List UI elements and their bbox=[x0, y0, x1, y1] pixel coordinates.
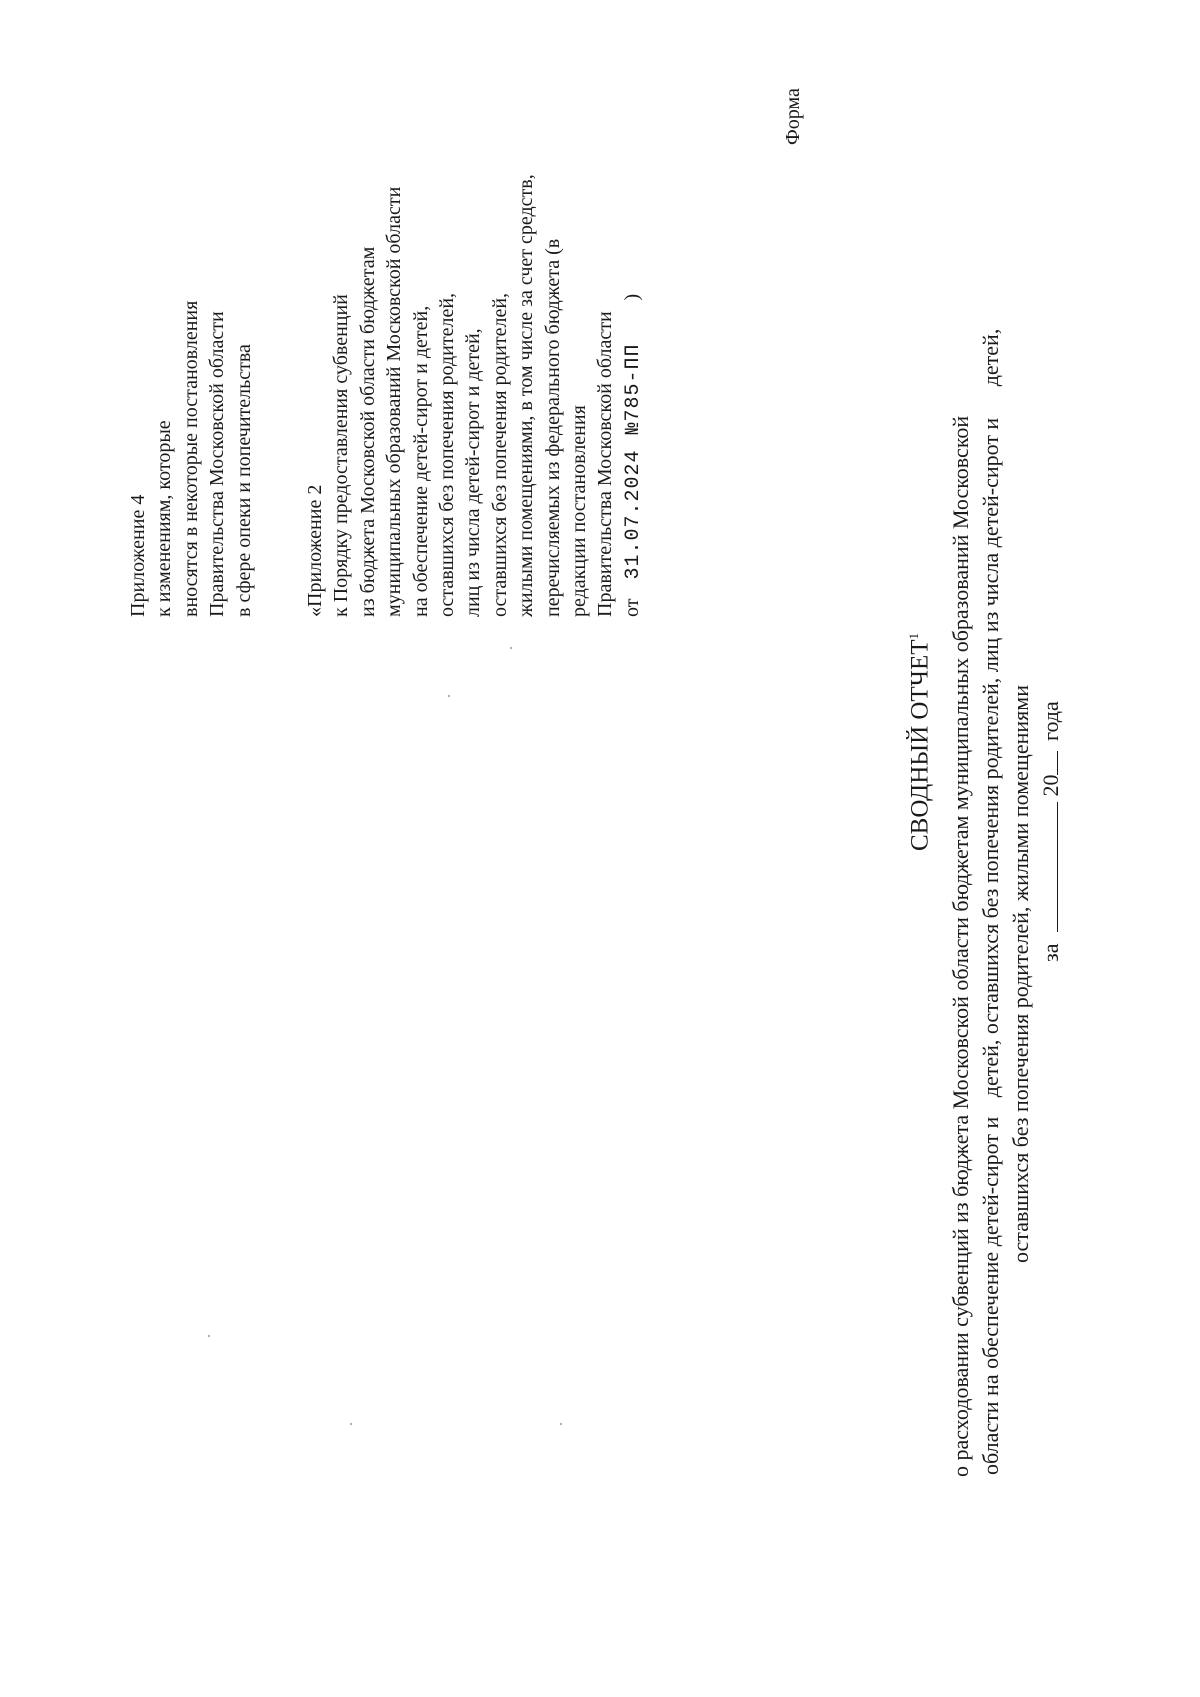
appendix-2-line: оставшихся без попечения родителей, bbox=[488, 292, 511, 617]
report-period bbox=[1038, 701, 1064, 962]
report-title-text: СВОДНЫЙ ОТЧЕТ bbox=[906, 639, 934, 851]
period-suffix: года bbox=[1038, 701, 1063, 742]
year-blank-field bbox=[1039, 751, 1058, 775]
report-subtitle-line-1: о расходовании субвенций из бюджета Московской области бюджетам муниципальных образований Московской bbox=[948, 415, 973, 1477]
appendix-2-line: жилыми помещениями, в том числе за счет средств, bbox=[515, 174, 538, 617]
report-subtitle-part: детей, bbox=[978, 328, 1003, 387]
report-subtitle-part: области на обеспечение детей-сирот и bbox=[978, 1116, 1003, 1475]
scan-speck bbox=[560, 1423, 562, 1425]
report-subtitle-line-3: оставшихся без попечения родителей, жилыми помещениями bbox=[1008, 685, 1033, 1263]
appendix-2-line: муниципальных образований Московской области bbox=[383, 186, 406, 617]
date-prefix: от bbox=[620, 598, 643, 617]
appendix-4-line: Правительства Московской области bbox=[206, 311, 229, 617]
appendix-4-line: вносятся в некоторые постановления bbox=[179, 300, 202, 617]
period-blank-field bbox=[1039, 802, 1058, 932]
appendix-2-line: лиц из числа детей-сирот и детей, bbox=[462, 328, 485, 617]
scan-speck bbox=[510, 647, 512, 649]
scan-speck bbox=[208, 1335, 210, 1337]
period-prefix: за bbox=[1038, 943, 1063, 962]
form-label: Форма bbox=[782, 88, 804, 145]
appendix-2-line: перечисляемых из федерального бюджета (в bbox=[541, 238, 564, 617]
resolution-date: 31.07.2024 bbox=[621, 449, 645, 580]
report-subtitle-line-2 bbox=[978, 329, 1004, 1475]
report-subtitle-part: детей, оставшихся без попечения родителей, лиц из числа детей-сирот и bbox=[978, 417, 1003, 1098]
appendix-4-line: в сфере опеки и попечительства bbox=[232, 344, 255, 617]
appendix-2-line: к Порядку предоставления субвенций bbox=[330, 294, 353, 617]
resolution-number: №785-ПП bbox=[621, 343, 645, 435]
appendix-2-line: оставшихся без попечения родителей, bbox=[436, 292, 459, 617]
appendix-2-line: из бюджета Московской области бюджетам bbox=[356, 246, 379, 617]
appendix-4-line: к изменениям, которые bbox=[153, 420, 176, 617]
scan-speck bbox=[350, 1423, 352, 1425]
period-year: 20 bbox=[1038, 774, 1063, 797]
resolution-date-line bbox=[619, 174, 647, 617]
appendix-2-line: на обеспечение детей-сирот и детей, bbox=[409, 305, 432, 617]
footnote-mark: 1 bbox=[906, 633, 921, 640]
appendix-2-header bbox=[302, 174, 647, 617]
appendix-2-line: редакции постановления bbox=[568, 405, 591, 617]
scan-speck bbox=[448, 695, 450, 697]
appendix-2-line: «Приложение 2 bbox=[304, 484, 326, 617]
appendix-2-line: Правительства Московской области bbox=[594, 311, 617, 617]
closing-paren: ) bbox=[620, 293, 643, 301]
appendix-4-line: Приложение 4 bbox=[127, 494, 149, 617]
appendix-4-header bbox=[125, 301, 257, 617]
